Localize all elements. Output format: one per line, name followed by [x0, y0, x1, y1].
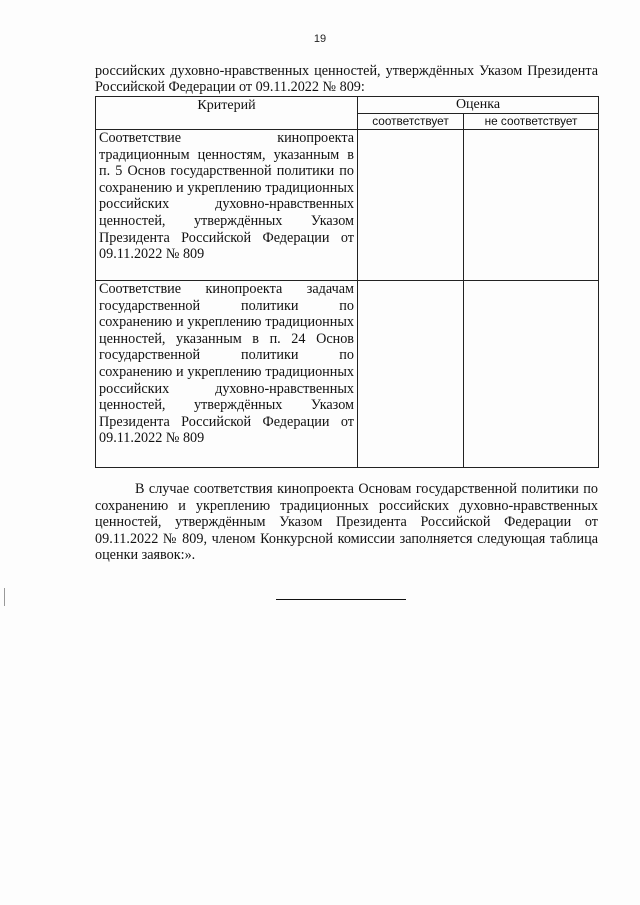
- header-match: соответствует: [358, 114, 464, 130]
- closing-paragraph: [95, 481, 598, 564]
- intro-paragraph: российских духовно-нравственных ценностей, утверждённых Указом Президента Российской Федерации от 09.11.2022 № 809:: [95, 63, 598, 95]
- table-row: [96, 130, 599, 281]
- match-cell[interactable]: [358, 130, 464, 281]
- header-nomatch: не соответствует: [464, 114, 599, 130]
- page-number: 19: [313, 33, 327, 45]
- table-row: [96, 281, 599, 468]
- header-grade: Оценка: [358, 97, 599, 114]
- criteria-table: [95, 96, 599, 468]
- closing-text: В случае соответствия кинопроекта Основам государственной политики по сохранению и укреплению традиционных российских духовно-нравственных ценностей, утверждённым Указом Президента Российской Федерации от 09.11.2022 № 809, членом Конкурсной комиссии заполняется следующая таблица оценки заявок:».: [95, 481, 598, 564]
- criterion-cell: Соответствие кинопроекта задачам государственной политики по сохранению и укреплению традиционных ценностей, указанным в п. 24 Основ государственной политики по сохранению и укреплению традиционных российских духовно-нравственных ценностей, утверждённых Указом Президента Российской Федерации от 09.11.2022 № 809: [96, 281, 358, 468]
- match-cell[interactable]: [358, 281, 464, 468]
- end-rule: [276, 599, 406, 600]
- table-header-row: [96, 97, 599, 114]
- scan-edge-mark: [4, 588, 5, 606]
- header-criterion: Критерий: [96, 97, 358, 130]
- nomatch-cell[interactable]: [464, 281, 599, 468]
- nomatch-cell[interactable]: [464, 130, 599, 281]
- criterion-cell: Соответствие кинопроекта традиционным ценностям, указанным в п. 5 Основ государственной политики по сохранению и укреплению традиционных российских духовно-нравственных ценностей, утверждённых Указом Президента Российской Федерации от 09.11.2022 № 809: [96, 130, 358, 281]
